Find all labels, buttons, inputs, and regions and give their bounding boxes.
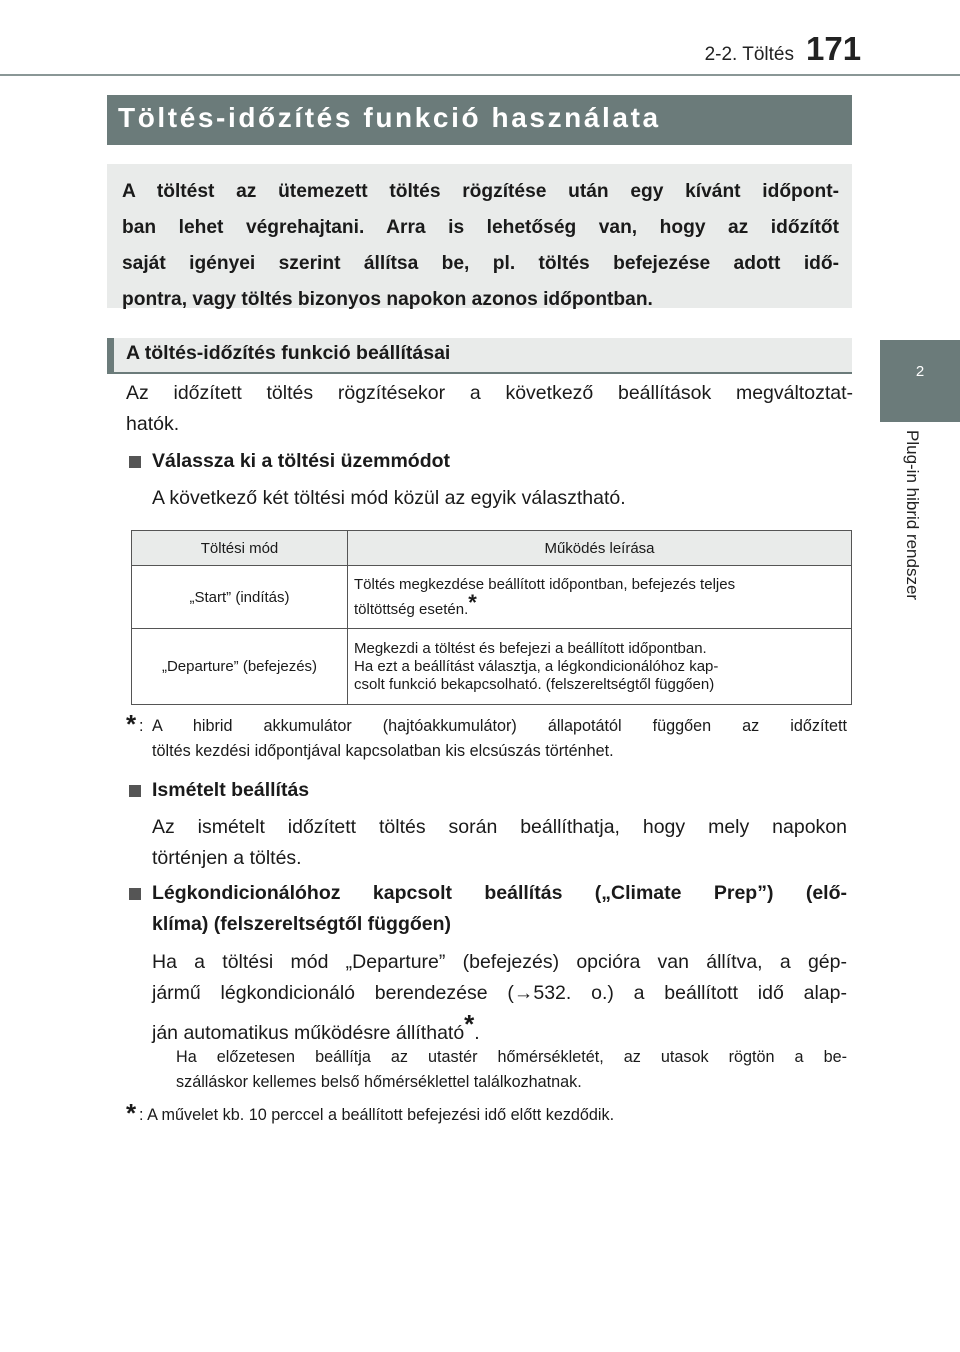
chapter-tab-number: 2 <box>880 340 960 422</box>
climate-text <box>152 947 847 1049</box>
footnote-colon: : <box>139 717 144 735</box>
climate-heading <box>152 878 847 940</box>
table-cell-description <box>348 629 852 705</box>
table-cell-mode: „Start” (indítás) <box>132 566 348 629</box>
charging-mode-table <box>131 530 852 705</box>
table-cell-line: Megkezdi a töltést és befejezi a beállított időpontban. <box>354 639 707 657</box>
mode-text: A következő két töltési mód közül az egyik választható. <box>152 487 626 509</box>
intro-line-4: pontra, vagy töltés bizonyos napokon azonos időpontban. <box>122 289 653 310</box>
repeat-line-2: történjen a töltés. <box>152 847 302 869</box>
table-row <box>132 566 852 629</box>
footnote-2: : A művelet kb. 10 perccel a beállított befejezési idő előtt kezdődik. <box>139 1106 615 1124</box>
table-cell-line: töltöttség esetén.* <box>354 589 477 618</box>
climate-note <box>176 1045 847 1095</box>
repeat-text <box>152 812 847 874</box>
subheading-accent <box>107 338 114 374</box>
footnote-1 <box>152 714 847 764</box>
footnote-star: * <box>464 1009 475 1039</box>
page-number: 171 <box>806 30 862 67</box>
table-cell-mode: „Departure” (befejezés) <box>132 629 348 705</box>
climate-heading-line-1: Légkondicionálóhoz kapcsolt beállítás („Climate Prep”) (elő- <box>152 882 847 904</box>
footnote-star: * <box>126 1098 137 1128</box>
intro-line-3: saját igényei szerint állítsa be, pl. töltés befejezése adott idő- <box>122 253 839 274</box>
bullet-square <box>129 456 141 468</box>
subheading: A töltés-időzítés funkció beállításai <box>126 342 451 364</box>
repeat-heading: Ismételt beállítás <box>152 779 310 801</box>
climate-note-line-1: Ha előzetesen beállítja az utastér hőmérsékletét, az utasok rögtön a be- <box>176 1048 847 1066</box>
section-title: Töltés-időzítés funkció használata <box>118 102 661 133</box>
settings-intro-line-2: hatók. <box>126 413 180 435</box>
bullet-square <box>129 785 141 797</box>
page-ref-arrow-icon: → <box>513 982 534 1004</box>
climate-line-2: jármű légkondicionáló berendezése (→532. o.) a beállított idő alap- <box>152 982 847 1004</box>
bullet-square <box>129 888 141 900</box>
intro-line-2: ban lehet végrehajtani. Arra is lehetőség van, hogy az időzítőt <box>122 217 839 238</box>
footnote-1-line-1: A hibrid akkumulátor (hajtóakkumulátor) állapotától függően az időzített <box>152 717 847 735</box>
footnote-star: * <box>468 589 477 615</box>
settings-intro <box>126 378 853 440</box>
table-cell-line: csolt funkció bekapcsolható. (felszereltségtől függően) <box>354 675 715 693</box>
intro-line-1: A töltést az ütemezett töltés rögzítése után egy kívánt időpont- <box>122 181 839 202</box>
header-divider <box>0 74 960 76</box>
climate-note-line-2: szálláskor kellemes belső hőmérséklettel találkozhatnak. <box>176 1073 582 1091</box>
table-header-mode: Töltési mód <box>132 531 348 566</box>
repeat-line-1: Az ismételt időzített töltés során beállíthatja, hogy mely napokon <box>152 816 847 838</box>
climate-heading-line-2: klíma) (felszereltségtől függően) <box>152 913 452 935</box>
table-row <box>132 629 852 705</box>
table-header-description: Működés leírása <box>348 531 852 566</box>
footnote-star: * <box>126 709 137 739</box>
climate-line-1: Ha a töltési mód „Departure” (befejezés) opcióra van állítva, a gép- <box>152 951 847 973</box>
table-cell-description <box>348 566 852 629</box>
table-cell-line: Ha ezt a beállítást választja, a légkondicionálóhoz kap- <box>354 657 719 675</box>
table-cell-line: Töltés megkezdése beállított időpontban, befejezés teljes <box>354 575 736 593</box>
intro-text <box>122 174 839 318</box>
footnote-1-line-2: töltés kezdési időpontjával kapcsolatban kis elcsúszás történhet. <box>152 742 614 760</box>
climate-line-3: ján automatikus működésre állítható*. <box>152 1009 480 1044</box>
chapter-tab-title-text: Plug-in hibrid rendszer <box>903 430 922 601</box>
mode-heading: Válassza ki a töltési üzemmódot <box>152 450 451 472</box>
chapter-tab-title <box>900 430 930 650</box>
table-header-row <box>132 531 852 566</box>
running-header-section: 2-2. Töltés <box>704 44 794 65</box>
settings-intro-line-1: Az időzített töltés rögzítésekor a következő beállítások megváltoztat- <box>126 382 853 404</box>
